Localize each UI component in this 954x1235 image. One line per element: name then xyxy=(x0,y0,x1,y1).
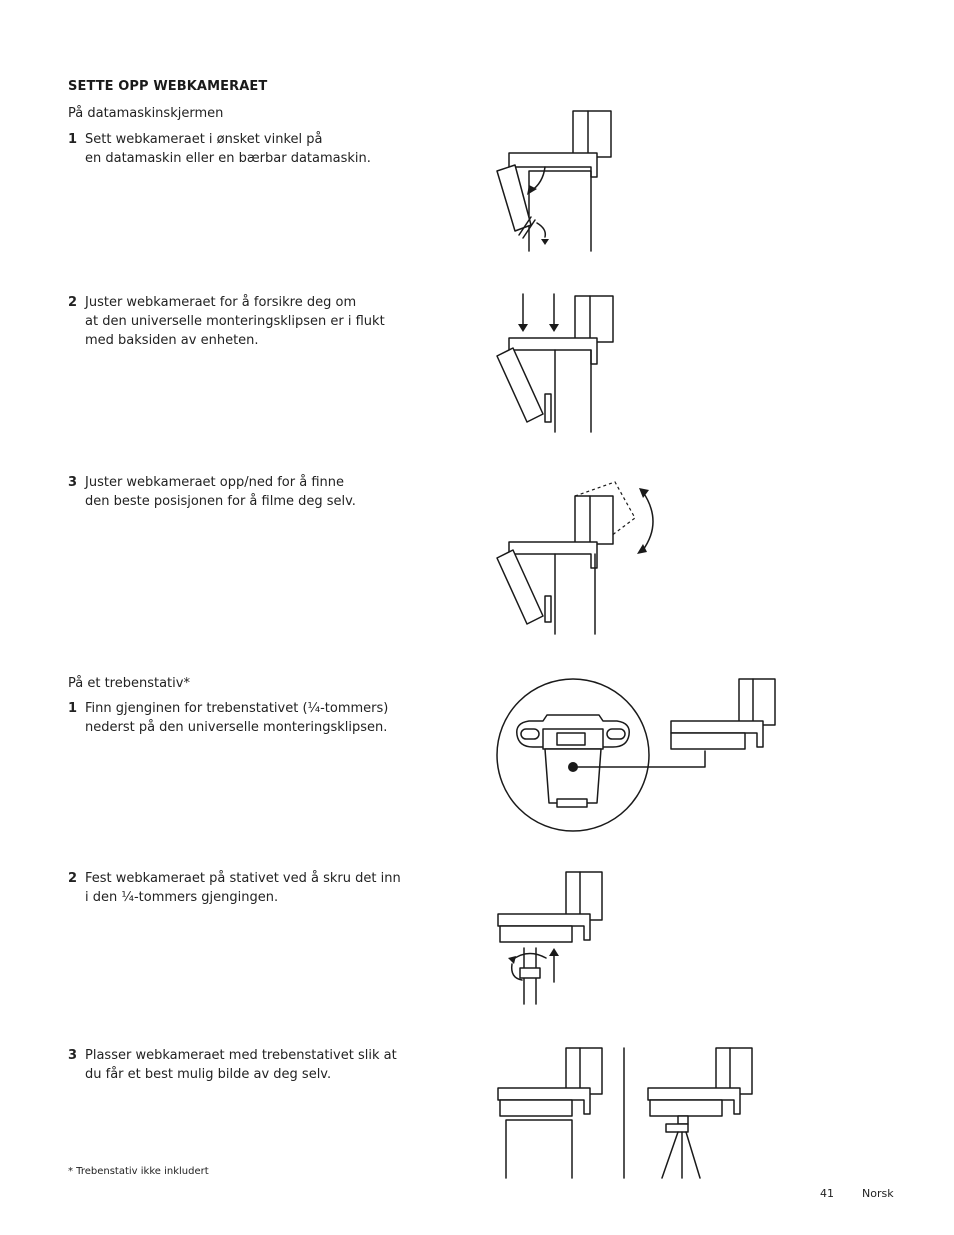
tripod-step-3 xyxy=(68,1046,438,1084)
webcam-body xyxy=(716,1048,752,1094)
section-tripod-label: På et trebenstativ* xyxy=(68,676,190,691)
tripod-head xyxy=(666,1124,688,1132)
rotate-arrow-icon xyxy=(512,953,546,960)
webcam-body xyxy=(575,296,613,342)
step-number: 3 xyxy=(68,1048,78,1063)
illustration-tripod-step-2 xyxy=(492,868,612,1008)
rotate-arrow-icon xyxy=(643,492,653,550)
illustration-tripod-step-1 xyxy=(495,675,785,835)
monitor-step-2 xyxy=(68,293,438,350)
step-line: Juster webkameraet for å forsikre deg om xyxy=(85,295,357,310)
clip-leg xyxy=(497,348,543,422)
step-line: en datamaskin eller en bærbar datamaskin. xyxy=(85,151,371,166)
illustration-tripod-step-3 xyxy=(492,1044,762,1180)
step-number: 2 xyxy=(68,295,78,310)
tripod-step-1 xyxy=(68,699,438,737)
illustration-monitor-step-2 xyxy=(485,288,625,436)
page-heading: SETTE OPP WEBKAMERAET xyxy=(68,79,268,94)
mount-clip xyxy=(509,338,597,364)
step-number: 2 xyxy=(68,871,78,886)
tripod-step-2 xyxy=(68,869,438,907)
monitor xyxy=(555,350,591,432)
arrow-down-icon xyxy=(518,324,528,332)
step-line: i den ¼-tommers gjengingen. xyxy=(85,890,279,905)
step-line: Fest webkameraet på stativet ved å skru det inn xyxy=(85,871,401,886)
clip-leg xyxy=(497,165,531,231)
monitor-step-3 xyxy=(68,473,438,511)
step-line: Finn gjenginen for trebenstativet (¼-tommers) xyxy=(85,701,389,716)
step-line: med baksiden av enheten. xyxy=(85,333,259,348)
webcam-body xyxy=(575,496,613,544)
mount-clip xyxy=(509,153,597,177)
step-line: Plasser webkameraet med trebenstativet slik at xyxy=(85,1048,397,1063)
language-label: Norsk xyxy=(862,1187,894,1200)
step-line: Sett webkameraet i ønsket vinkel på xyxy=(85,132,323,147)
step-number: 3 xyxy=(68,475,78,490)
step-line: nederst på den universelle monteringsklipsen. xyxy=(85,720,388,735)
step-line: du får et best mulig bilde av deg selv. xyxy=(85,1067,332,1082)
step-number: 1 xyxy=(68,701,78,716)
step-line: at den universelle monteringsklipsen er i flukt xyxy=(85,314,385,329)
monitor-step-1 xyxy=(68,130,438,168)
page-number: 41 xyxy=(820,1187,834,1200)
monitor xyxy=(529,171,591,251)
illustration-monitor-step-1 xyxy=(485,105,625,255)
illustration-monitor-step-3 xyxy=(485,478,665,638)
tripod-legs xyxy=(662,1132,700,1178)
monitor xyxy=(555,554,595,634)
arrow-down-icon xyxy=(549,324,559,332)
section-monitor-label: På datamaskinskjermen xyxy=(68,106,224,121)
mount-clip xyxy=(509,542,597,568)
webcam-body xyxy=(566,1048,602,1094)
webcam-body xyxy=(739,679,775,725)
clip-leg xyxy=(497,550,543,624)
footnote: * Trebenstativ ikke inkludert xyxy=(68,1166,209,1177)
step-line: den beste posisjonen for å filme deg selv. xyxy=(85,494,356,509)
webcam-body xyxy=(573,111,611,157)
step-line: Juster webkameraet opp/ned for å finne xyxy=(85,475,344,490)
step-number: 1 xyxy=(68,132,78,147)
monitor xyxy=(506,1120,572,1178)
webcam-body xyxy=(566,872,602,920)
